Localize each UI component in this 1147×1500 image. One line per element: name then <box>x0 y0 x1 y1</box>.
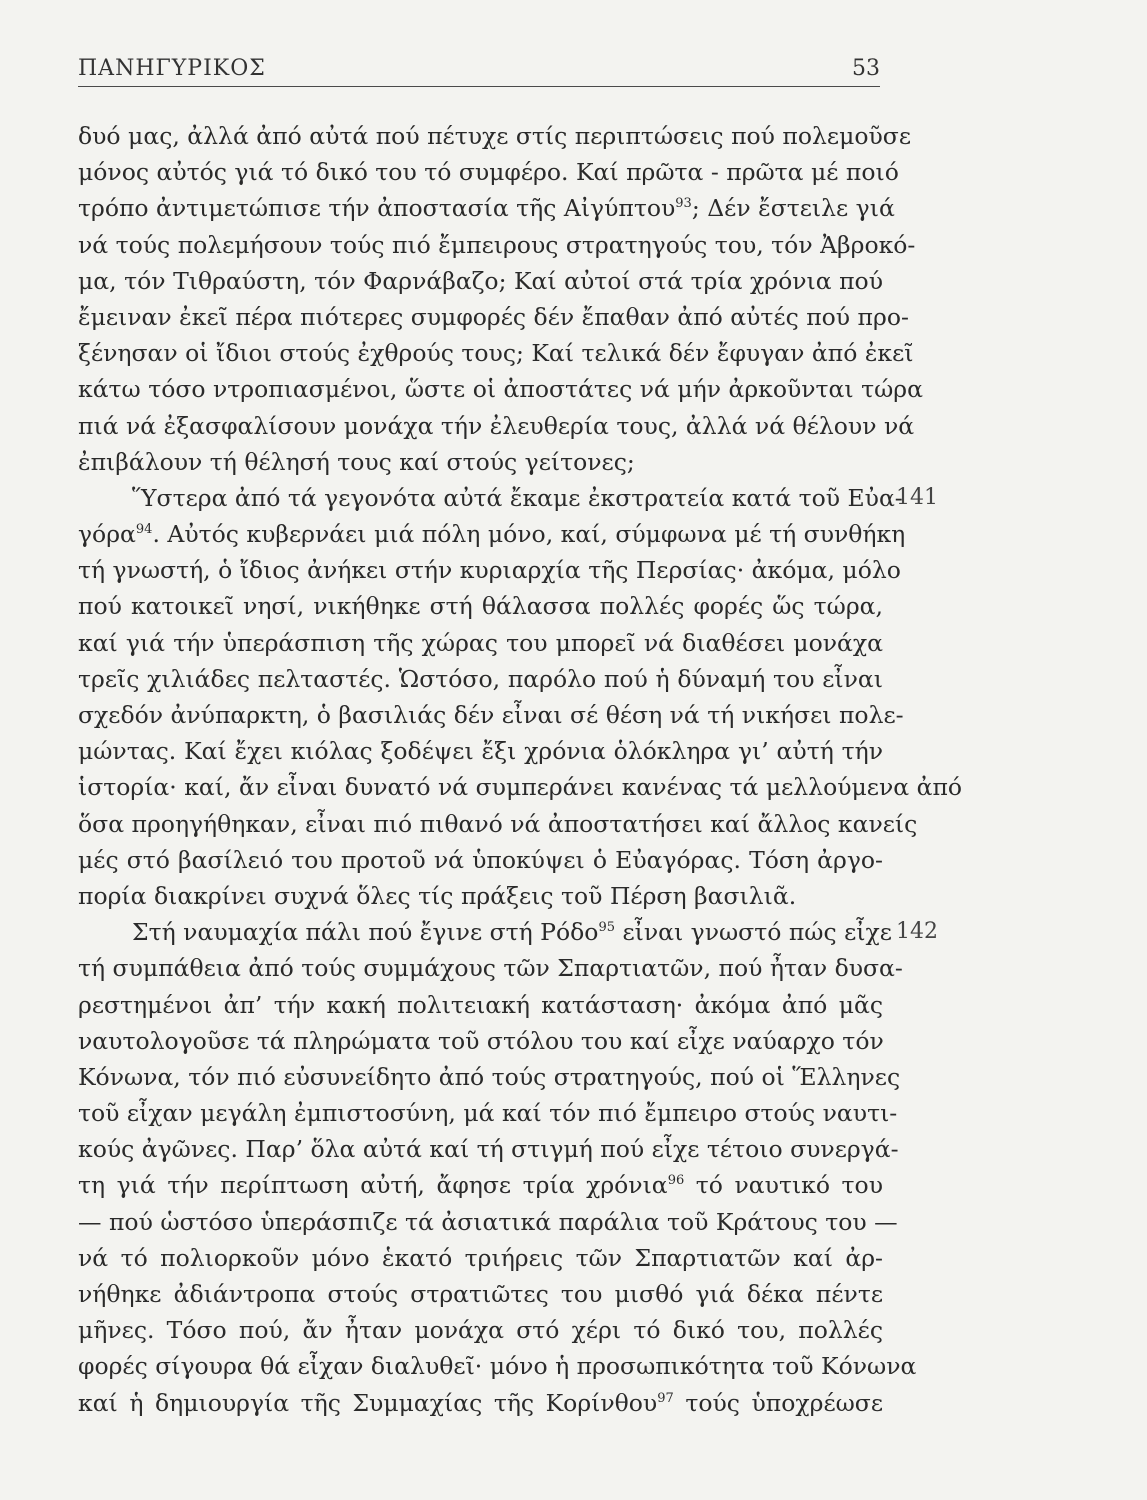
text-line: μές στό βασίλειό του προτοῦ νά ὑποκύψει ὁ Εὐαγόρας. Τόση ἀργο- <box>78 845 883 874</box>
text-line: — πού ὡστόσο ὑπεράσπιζε τά ἀσιατικά παράλια τοῦ Κράτους του — <box>78 1207 898 1236</box>
text-line: ἐπιβάλουν τή θέλησή τους καί στούς γείτονες; <box>78 447 635 476</box>
text-line: τή γνωστή, ὁ ἴδιος ἀνήκει στήν κυριαρχία τῆς Περσίας· ἀκόμα, μόλο <box>78 556 901 585</box>
text-line: φορές σίγουρα θά εἶχαν διαλυθεῖ· μόνο ἡ προσωπικότητα τοῦ Κόνωνα <box>78 1352 917 1381</box>
running-header <box>78 52 880 87</box>
text-line: τρεῖς χιλιάδες πελταστές. Ὡστόσο, παρόλο πού ἡ δύναμή του εἶναι <box>78 664 883 693</box>
text-line: ρεστημένοι ἀπ’ τήν κακή πολιτειακή κατάσταση· ἀκόμα ἀπό μᾶς <box>78 990 883 1019</box>
text-line: μόνος αὐτός γιά τό δικό του τό συμφέρο. Καί πρῶτα - πρῶτα μέ ποιό <box>78 158 899 187</box>
text-line: μα, τόν Τιθραύστη, τόν Φαρνάβαζο; Καί αὐτοί στά τρία χρόνια πού <box>78 266 883 295</box>
text-line: τή συμπάθεια ἀπό τούς συμμάχους τῶν Σπαρτιατῶν, πού ἦταν δυσα- <box>78 954 903 983</box>
text-line: πιά νά ἐξασφαλίσουν μονάχα τήν ἐλευθερία τους, ἀλλά νά θέλουν νά <box>78 411 915 440</box>
text-line: τρόπο ἀντιμετώπισε τήν ἀποστασία τῆς Αἰγύπτου$^{93}$; Δέν ἔστειλε γιά <box>78 194 895 223</box>
text-line: καί ἡ δημιουργία τῆς Συμμαχίας τῆς Κορίνθου$^{97}$ τούς ὑποχρέωσε <box>78 1388 883 1417</box>
text-line: νήθηκε ἀδιάντροπα στούς στρατιῶτες του μισθό γιά δέκα πέντε <box>78 1280 883 1308</box>
footnote-ref: 97 <box>657 1390 674 1406</box>
text-line: ἱστορία· καί, ἄν εἶναι δυνατό νά συμπεράνει κανένας τά μελλούμενα ἀπό <box>78 773 963 802</box>
text-line: πορία διακρίνει συχνά ὅλες τίς πράξεις τοῦ Πέρση βασιλιᾶ. <box>78 881 797 910</box>
page-number: 53 <box>852 56 880 81</box>
text-line: τοῦ εἶχαν μεγάλη ἐμπιστοσύνη, μά καί τόν πιό ἔμπειρο στούς ναυτι- <box>78 1099 898 1128</box>
text-line: μῆνες. Τόσο πού, ἄν ἦταν μονάχα στό χέρι τό δικό του, πολλές <box>78 1316 883 1345</box>
text-line: νά τούς πολεμήσουν τούς πιό ἔμπειρους στρατηγούς του, τόν Ἀβροκό- <box>78 230 916 259</box>
text-line: κάτω τόσο ντροπιασμένοι, ὥστε οἱ ἀποστάτες νά μήν ἀρκοῦνται τώρα <box>78 375 923 404</box>
text-line: ἔμειναν ἐκεῖ πέρα πιότερες συμφορές δέν ἔπαθαν ἀπό αὐτές πού προ- <box>78 302 909 331</box>
footnote-ref: 95 <box>598 920 615 936</box>
footnote-ref: 93 <box>675 196 692 212</box>
text-line: τη γιά τήν περίπτωση αὐτή, ἄφησε τρία χρόνια$^{96}$ τό ναυτικό του <box>78 1171 883 1200</box>
text-line: νά τό πολιορκοῦν μόνο ἑκατό τριήρεις τῶν Σπαρτιατῶν καί ἀρ- <box>78 1243 883 1272</box>
text-line: σχεδόν ἀνύπαρκτη, ὁ βασιλιάς δέν εἶναι σέ θέση νά τή νικήσει πολε- <box>78 701 904 729</box>
text-line: γόρα$^{94}$. Αὐτός κυβερνάει μιά πόλη μόνο, καί, σύμφωνα μέ τή συνθήκη <box>78 520 906 549</box>
text-line: μώντας. Καί ἔχει κιόλας ξοδέψει ἔξι χρόνια ὁλόκληρα γι’ αὐτή τήν <box>78 737 883 766</box>
paragraph-start-line: Στή ναυμαχία πάλι πού ἔγινε στή Ρόδο$^{95}$ εἶναι γνωστό πώς εἶχε 142 <box>78 914 883 950</box>
paragraph-start-line: Ὕστερα ἀπό τά γεγονότα αὐτά ἔκαμε ἐκστρατεία κατά τοῦ Εὐα- 141 <box>78 480 883 516</box>
footnote-ref: 94 <box>135 522 153 538</box>
margin-section-number: 142 <box>896 919 938 945</box>
text-line: δυό μας, ἀλλά ἀπό αὐτά πού πέτυχε στίς περιπτώσεις πού πολεμοῦσε <box>78 122 911 150</box>
text-line: καί γιά τήν ὑπεράσπιση τῆς χώρας του μπορεῖ νά διαθέσει μονάχα <box>78 628 883 657</box>
body-text <box>78 118 963 1421</box>
text-line: κούς ἀγῶνες. Παρ’ ὅλα αὐτά καί τή στιγμή πού εἶχε τέτοιο συνεργά- <box>78 1135 899 1164</box>
running-title: ΠΑΝΗΓΥΡΙΚΟΣ <box>78 56 266 81</box>
text-line: πού κατοικεῖ νησί, νικήθηκε στή θάλασσα πολλές φορές ὥς τώρα, <box>78 592 883 621</box>
footnote-ref: 96 <box>667 1173 685 1189</box>
text-line: ξένησαν οἱ ἴδιοι στούς ἐχθρούς τους; Καί τελικά δέν ἔφυγαν ἀπό ἐκεῖ <box>78 339 914 368</box>
text-line: ναυτολογοῦσε τά πληρώματα τοῦ στόλου του καί εἶχε ναύαρχο τόν <box>78 1026 884 1055</box>
text-line: Κόνωνα, τόν πιό εὐσυνείδητο ἀπό τούς στρατηγούς, πού οἱ Ἕλληνες <box>78 1062 901 1091</box>
text-line: ὅσα προηγήθηκαν, εἶναι πιό πιθανό νά ἀποστατήσει καί ἄλλος κανείς <box>78 809 918 838</box>
margin-section-number: 141 <box>896 484 938 510</box>
